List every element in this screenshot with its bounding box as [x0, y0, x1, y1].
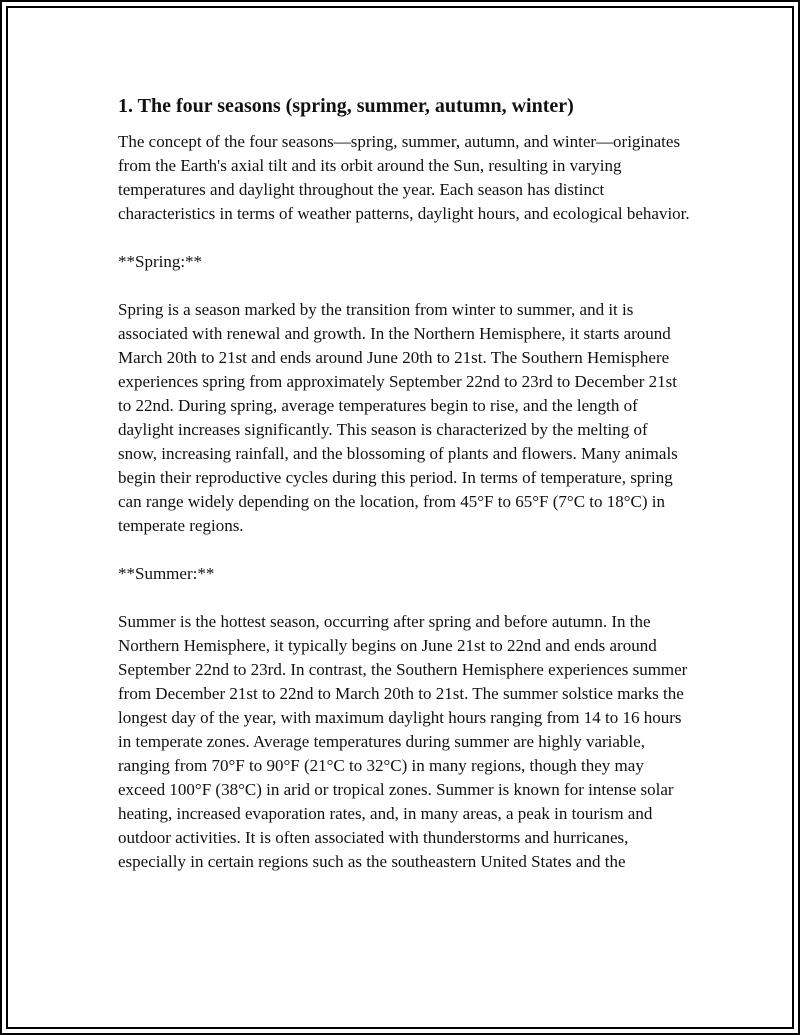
document-body [118, 92, 690, 898]
summer-label: **Summer:** [118, 564, 215, 583]
section-heading: 1. The four seasons (spring, summer, autumn, winter) [118, 95, 574, 117]
summer-paragraph: Summer is the hottest season, occurring after spring and before autumn. In the Northern Hemisphere, it typically begins on June 21st to 22nd and ends around September 22nd to 23rd. In contrast, the Southern Hemisphere experiences summer from December 21st to 22nd to March 20th to 21st. The summer solstice marks the longest day of the year, with maximum daylight hours ranging from 14 to 16 hours in temperate zones. Average temperatures during summer are highly variable, ranging from 70°F to 90°F (21°C to 32°C) in many regions, though they may exceed 100°F (38°C) in arid or tropical zones. Summer is known for intense solar heating, increased evaporation rates, and, in many areas, a peak in tourism and outdoor activities. It is often associated with thunderstorms and hurricanes, especially in certain regions such as the southeastern United States and the [118, 612, 688, 871]
spring-label: **Spring:** [118, 252, 203, 271]
intro-paragraph: The concept of the four seasons—spring, summer, autumn, and winter—originates from the Earth's axial tilt and its orbit around the Sun, resulting in varying temperatures and daylight throughout the year. Each season has distinct characteristics in terms of weather patterns, daylight hours, and ecological behavior. [118, 132, 690, 223]
spring-paragraph: Spring is a season marked by the transition from winter to summer, and it is associated with renewal and growth. In the Northern Hemisphere, it starts around March 20th to 21st and ends around June 20th to 21st. The Southern Hemisphere experiences spring from approximately September 22nd to 23rd to December 21st to 22nd. During spring, average temperatures begin to rise, and the length of daylight increases significantly. This season is characterized by the melting of snow, increasing rainfall, and the blossoming of plants and flowers. Many animals begin their reproductive cycles during this period. In terms of temperature, spring can range widely depending on the location, from 45°F to 65°F (7°C to 18°C) in temperate regions. [118, 300, 678, 535]
